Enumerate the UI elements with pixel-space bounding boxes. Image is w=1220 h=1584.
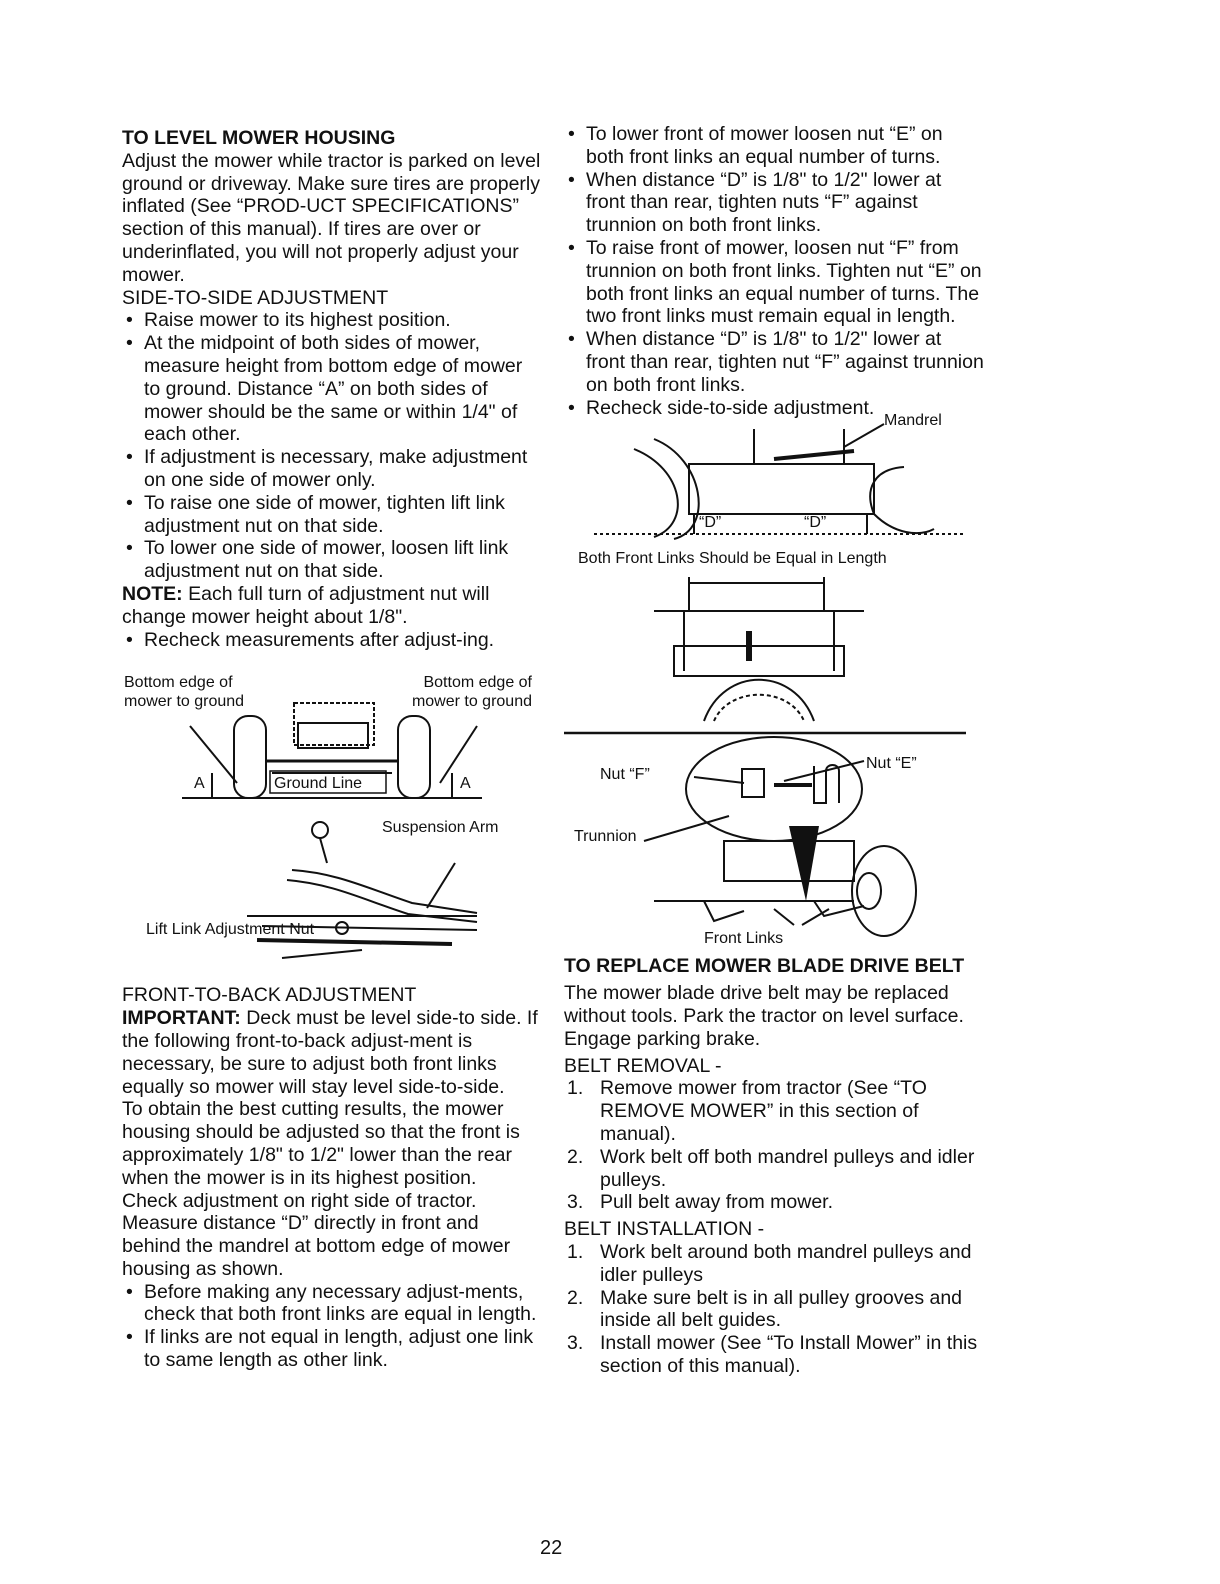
list-item [564, 1077, 984, 1145]
distance-a-left: A [194, 775, 205, 793]
list-item: • At the midpoint of both sides of mower, measure height from bottom edge of mower to ground. Distance “A” on both sides of mower should be the same or within 1/4" of each other. [122, 332, 542, 446]
belt-installation-steps [564, 1241, 984, 1378]
trunnion-label: Trunnion [574, 828, 637, 846]
list-item: • Before making any necessary adjust-ments, check that both front links are equal in length. [122, 1281, 542, 1327]
list-item: • When distance “D” is 1/8" to 1/2" lower at front than rear, tighten nuts “F” against trunnion on both front links. [564, 169, 984, 237]
step-number: 3. [567, 1191, 584, 1214]
right-column [564, 123, 984, 1378]
mandrel-distance-figure [574, 412, 984, 571]
step-number: 1. [567, 1240, 584, 1263]
belt-installation-heading: BELT INSTALLATION - [564, 1218, 765, 1241]
front-to-back-bullets [122, 1281, 542, 1372]
step-number: 2. [567, 1145, 584, 1168]
list-item: • To raise one side of mower, tighten lift link adjustment nut on that side. [122, 492, 542, 538]
mandrel-side-view-drawing [574, 419, 984, 544]
lift-link-label: Lift Link Adjustment Nut [146, 921, 315, 939]
list-item: • Recheck measurements after adjust-ing. [122, 629, 542, 652]
front-links-figure [564, 571, 984, 948]
front-to-back-heading: FRONT-TO-BACK ADJUSTMENT [122, 984, 417, 1007]
list-item: • Recheck side-to-side adjustment. [564, 397, 984, 420]
note [122, 583, 542, 629]
step-text: Remove mower from tractor (See “TO REMOVE MOWER” in this section of manual). [600, 1077, 927, 1145]
recheck-list [122, 629, 542, 652]
best-results-paragraph: To obtain the best cutting results, the mower housing should be adjusted so that the front is approximately 1/8" to 1/2" lower than the rear when the mower is in its highest position. [122, 1098, 520, 1189]
suspension-arm-drawing [122, 818, 542, 968]
side-to-side-heading: SIDE-TO-SIDE ADJUSTMENT [122, 286, 389, 309]
list-item [564, 1287, 984, 1333]
front-links-label: Front Links [704, 930, 784, 948]
step-number: 3. [567, 1332, 584, 1355]
important-note [122, 1007, 542, 1098]
label-bottom-edge-right: Bottom edge of mower to ground [411, 674, 532, 711]
left-column [122, 127, 542, 1372]
list-item: • To lower front of mower loosen nut “E” on both front links an equal number of turns. [564, 123, 984, 169]
front-links-drawing [564, 571, 984, 941]
list-item [564, 1191, 984, 1214]
step-number: 2. [567, 1286, 584, 1309]
level-housing-heading: TO LEVEL MOWER HOUSING [122, 127, 396, 149]
ground-line-figure [122, 673, 542, 808]
check-adjustment-paragraph: Check adjustment on right side of tractor. Measure distance “D” directly in front and behind the mandrel at bottom edge of mower housing as shown. [122, 1189, 511, 1280]
list-item [564, 1146, 984, 1192]
front-adjust-bullets [564, 123, 984, 419]
level-housing-intro: Adjust the mower while tractor is parked on level ground or driveway. Make sure tires are properly inflated (See “PROD-UCT SPECIFICATIONS” section of this manual). If tires are over or underinflated, you will not properly adjust your mower. [122, 149, 541, 286]
suspension-arm-label: Suspension Arm [382, 819, 499, 837]
step-text: Install mower (See “To Install Mower” in this section of this manual). [600, 1332, 978, 1377]
note-text: Each full turn of adjustment nut will change mower height about 1/8". [122, 582, 490, 628]
list-item: • When distance “D” is 1/8" to 1/2" lower at front than rear, tighten nut “F” against trunnion on both front links. [564, 328, 984, 396]
side-to-side-bullets [122, 309, 542, 583]
suspension-arm-figure [122, 818, 542, 968]
list-item: • To lower one side of mower, loosen lift link adjustment nut on that side. [122, 537, 542, 583]
step-number: 1. [567, 1077, 584, 1100]
nut-e-label: Nut “E” [866, 755, 917, 773]
note-label: NOTE: [122, 582, 183, 605]
distance-d-front: “D” [699, 514, 722, 532]
step-text: Work belt off both mandrel pulleys and idler pulleys. [600, 1145, 975, 1191]
list-item: • If links are not equal in length, adjust one link to same length as other link. [122, 1326, 542, 1372]
page-number: 22 [540, 1537, 563, 1559]
list-item: • To raise front of mower, loosen nut “F” from trunnion on both front links. Tighten nut “E” on both front links an equal number of turns. The two front links must remain equal in length. [564, 237, 984, 328]
important-label: IMPORTANT: [122, 1007, 241, 1030]
list-item [564, 1241, 984, 1287]
replace-belt-intro: The mower blade drive belt may be replaced without tools. Park the tractor on level surface. Engage parking brake. [564, 982, 964, 1050]
replace-belt-heading: TO REPLACE MOWER BLADE DRIVE BELT [564, 955, 965, 978]
list-item: • If adjustment is necessary, make adjustment on one side of mower only. [122, 446, 542, 492]
nut-f-label: Nut “F” [600, 766, 650, 784]
step-text: Pull belt away from mower. [600, 1191, 834, 1214]
distance-d-rear: “D” [804, 514, 827, 532]
distance-a-right: A [460, 775, 471, 793]
important-text: Deck must be level side-to side. If the following front-to-back adjust-ment is necessary, be sure to adjust both front links equally so mower will stay level side-to-side. [122, 1007, 538, 1098]
ground-line-label: Ground Line [274, 775, 363, 793]
list-item [564, 1332, 984, 1378]
list-item: • Raise mower to its highest position. [122, 309, 542, 332]
equal-length-caption: Both Front Links Should be Equal in Length [578, 550, 887, 568]
belt-removal-steps [564, 1077, 984, 1214]
step-text: Work belt around both mandrel pulleys and idler pulleys [600, 1240, 972, 1286]
belt-removal-heading: BELT REMOVAL - [564, 1054, 722, 1077]
step-text: Make sure belt is in all pulley grooves and inside all belt guides. [600, 1286, 963, 1332]
label-bottom-edge-left: Bottom edge of mower to ground [124, 674, 245, 711]
mandrel-label: Mandrel [884, 412, 942, 430]
